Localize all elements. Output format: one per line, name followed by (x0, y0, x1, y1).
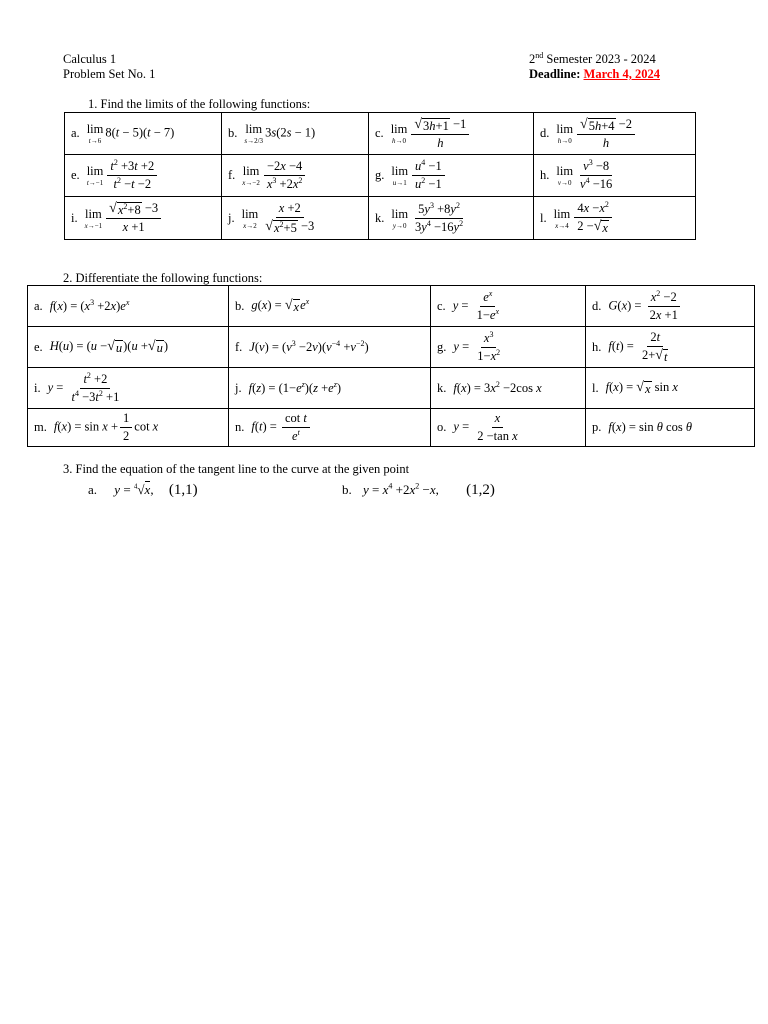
limit-cell-i (65, 197, 222, 240)
problem-label: f. (235, 339, 243, 354)
function-expression: $f(x) = 3x^2 -2\cos$ x (453, 379, 542, 395)
problem-label: c. (437, 298, 446, 313)
function-expression: y = $\frac{e^x}{1-e^x}$ (452, 288, 499, 322)
problem-label: g. (375, 168, 385, 182)
problem-label: g. (437, 339, 447, 354)
tangent-problem-a (88, 482, 198, 498)
derivative-cell-b (229, 286, 431, 327)
problem-label: f. (228, 168, 236, 182)
limit-expression: lim t→−1 $\frac{t^2 +3t +2}{t^2 -t -2}$ (87, 159, 160, 192)
problem-label: b. (342, 482, 352, 497)
function-expression: f(x) = sin θ cos θ (608, 420, 692, 434)
limit-expression: lim x→4 $4x -x^2$ 2 − √ x (554, 201, 614, 235)
derivative-cell-j (229, 368, 431, 409)
derivative-cell-k (431, 368, 586, 409)
derivative-cell-h (586, 327, 755, 368)
function-expression: f(t) = $\frac{\text{cot t}}{e^t}$ (251, 411, 312, 444)
limit-cell-b (222, 113, 369, 155)
limit-expression: lim h→0 √ 3h+1 −1 h (391, 117, 472, 151)
problem-label: d. (540, 126, 550, 140)
limit-expression: lim x→−1 √ $x^2+8$ −3 x +1 (85, 201, 164, 235)
function-expression: $f(x) = (x^3 +2x)e^x$ (49, 297, 130, 313)
derivative-cell-m (28, 409, 229, 447)
problem-label: h. (592, 339, 602, 354)
curve-expression: y = $^4$√x, (114, 482, 154, 497)
problem-label: j. (235, 380, 242, 395)
deadline-date: March 4, 2024 (583, 67, 661, 81)
problem-label: o. (437, 420, 447, 434)
limit-expression: lim y→0 $\frac{5y^3 +8y^2}{3y^4 -16y^2}$ (391, 200, 464, 234)
problem-label: k. (375, 210, 385, 225)
deadline-label: Deadline: (529, 67, 584, 81)
function-expression: $f(z) = (1-e^z)(z +e^z)$ (248, 379, 342, 395)
tangent-problem-b (342, 482, 495, 498)
problem-label: a. (88, 482, 98, 497)
limit-expression: lim s→2/3 3s(2s − 1) (244, 122, 316, 145)
point: (1,2) (466, 482, 495, 498)
function-expression: y = $\frac{t^2 +2}{t^4 -3t^2 +1}$ (47, 370, 120, 404)
limit-cell-h (534, 155, 696, 197)
limit-expression: lim x→−2 $\frac{-2x -4}{x^3 +2x^2}$ (242, 159, 307, 192)
problem-label: d. (592, 298, 602, 313)
course-title: Calculus 1 (63, 52, 117, 66)
derivative-cell-g (431, 327, 586, 368)
derivative-cell-f (229, 327, 431, 368)
derivative-cell-i (28, 368, 229, 409)
limit-cell-e (65, 155, 222, 197)
limit-cell-l (534, 197, 696, 240)
problem-label: e. (71, 168, 80, 182)
function-expression: g(x) = √ x $e^x$ (251, 296, 310, 314)
limit-cell-a (65, 113, 222, 155)
limit-expression: lim u→1 $\frac{u^4 -1}{u^2 -1}$ (391, 159, 446, 192)
function-expression: y = $\frac{x^3}{1-x^2}$ (453, 329, 501, 363)
function-expression: $J(v) = (v^3 -2v)(v^{-4} +v^{-2})$ (249, 338, 369, 354)
point: (1,1) (168, 482, 198, 498)
function-expression: f(x) = sin x + $\frac{1}{2}$ cot x (53, 411, 159, 443)
limits-table (64, 112, 696, 240)
problem-set-title: Problem Set No. 1 (63, 67, 156, 81)
function-expression: f(t) = 2t 2+ √ t (608, 330, 668, 364)
problem-label: h. (540, 168, 550, 182)
limit-expression: lim v→0 $\frac{v^3 -8}{v^4 -16}$ (556, 157, 613, 191)
section-3-title: 3. Find the equation of the tangent line to the curve at the given point (63, 462, 410, 476)
limit-cell-d (534, 113, 696, 155)
problem-label: l. (540, 210, 547, 225)
limit-cell-j (222, 197, 369, 240)
problem-label: n. (235, 420, 245, 434)
section-1-title: 1. Find the limits of the following functions: (88, 97, 311, 111)
limit-expression: lim t→6 8(t − 5)(t − 7) (86, 122, 175, 145)
limit-cell-k (369, 197, 534, 240)
derivative-cell-p (586, 409, 755, 447)
problem-label: a. (71, 126, 80, 140)
problem-label: l. (592, 380, 599, 395)
problem-label: i. (71, 210, 78, 225)
limit-cell-c (369, 113, 534, 155)
limit-expression: lim h→0 √ 5h+4 −2 h (556, 117, 637, 151)
derivative-cell-a (28, 286, 229, 327)
curve-expression: $y = x^4 +2x^2 -x$, (363, 481, 439, 497)
problem-label: p. (592, 420, 602, 434)
problem-label: k. (437, 380, 447, 395)
function-expression: f(x) = √ x sin x (605, 380, 678, 396)
function-expression: G(x) = $\frac{x^2 -2}{2x +1}$ (608, 288, 678, 322)
problem-label: c. (375, 126, 384, 140)
semester-ordinal: 2 (529, 52, 536, 66)
function-expression: H(u) = (u − √ u )(u + √ u ) (49, 339, 169, 355)
problem-label: i. (34, 380, 41, 395)
semester-ordinal-suffix: nd (535, 50, 544, 60)
derivative-cell-n (229, 409, 431, 447)
problem-label: j. (228, 210, 235, 225)
problem-label: e. (34, 339, 43, 354)
problem-label: m. (34, 420, 47, 434)
section-2-title: 2. Differentiate the following functions: (63, 271, 263, 285)
limit-expression: lim x→2 x +2 √ $x^2+5$ −3 (241, 201, 315, 235)
derivatives-table (27, 285, 755, 447)
deadline (529, 67, 660, 82)
problem-label: b. (228, 126, 238, 140)
semester-text: Semester 2023 - 2024 (543, 52, 656, 66)
derivative-cell-e (28, 327, 229, 368)
semester-label (529, 52, 656, 67)
derivative-cell-c (431, 286, 586, 327)
derivative-cell-o (431, 409, 586, 447)
problem-label: b. (235, 298, 245, 313)
problem-label: a. (34, 298, 43, 313)
derivative-cell-l (586, 368, 755, 409)
limit-cell-f (222, 155, 369, 197)
limit-cell-g (369, 155, 534, 197)
derivative-cell-d (586, 286, 755, 327)
function-expression: y = $\frac{x}{\text{2 −tan x}}$ (453, 411, 518, 443)
